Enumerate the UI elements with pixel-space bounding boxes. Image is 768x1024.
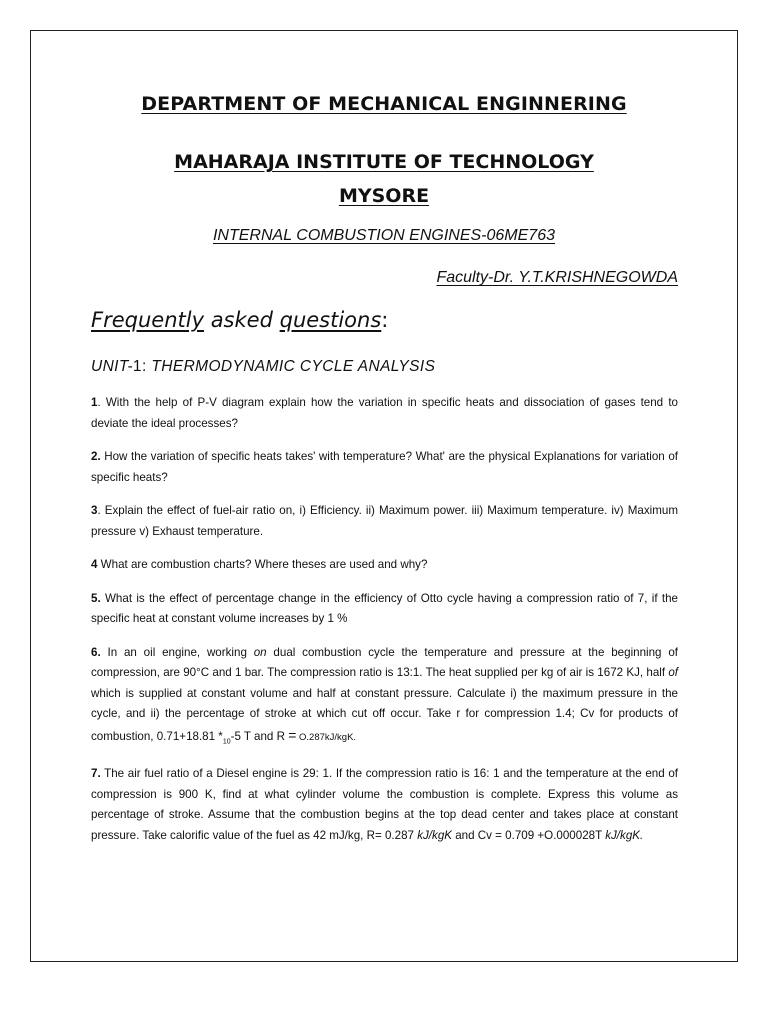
question-text-part5: O.287kJ/kgK. (296, 731, 357, 743)
question-2 (91, 447, 678, 488)
question-text-part4: -5 T and R (230, 729, 289, 743)
faq-heading (91, 308, 388, 332)
unit-colon: : (141, 358, 147, 375)
question-text-part3: which is supplied at constant volume and half at constant pressure. Calculate i) the maximum pressure in the cycle, and ii) the percentage of stroke at which cut off occur. Take r for compression 1.4; Cv for products of combustion, 0.71+18.81 * (91, 686, 678, 743)
question-6 (91, 643, 678, 753)
question-text: What are combustion charts? Where theses are used and why? (97, 558, 428, 571)
faq-colon: : (381, 308, 389, 332)
question-1 (91, 393, 678, 434)
unit-prefix: UNIT- (91, 358, 133, 375)
question-number: 1 (91, 396, 98, 409)
unit-number: 1 (132, 358, 142, 375)
question-number: 7. (91, 767, 101, 781)
question-text: . With the help of P-V diagram explain how the variation in specific heats and dissociation of gases tend to deviate the ideal processes? (91, 396, 678, 430)
faq-word-frequently: Frequently (91, 308, 204, 332)
question-text-on: on (253, 645, 267, 659)
question-7 (91, 764, 678, 846)
equals-sign: = (288, 726, 297, 743)
question-text-part1: The air fuel ratio of a Diesel engine is 29: 1. If the compression ratio is 16: 1 and the temperature at the end of compression is 900 K, find at what cylinder volume the combustion is complete. Express this volume as percentage of stroke. Assume that the combustion begins at the top dead center and takes place at constant pressure. Take calorific value of the fuel as 42 mJ/kg, R= 0.287 (91, 767, 678, 842)
unit-heading (91, 358, 435, 376)
question-3 (91, 501, 678, 542)
institute-heading (30, 145, 738, 213)
question-number: 3 (91, 504, 98, 517)
question-subscript: 10 (222, 737, 231, 745)
question-text: . Explain the effect of fuel-air ratio on, i) Efficiency. ii) Maximum power. iii) Maximum temperature. iv) Maximum pressure v) Exhaust temperature. (91, 504, 678, 538)
question-text-part2: and Cv = 0.709 +O.000028T (452, 828, 606, 842)
faq-word-questions: questions (279, 308, 382, 332)
question-unit-1: kJ/kgK (417, 828, 452, 842)
faculty-name: Faculty-Dr. Y.T.KRISHNEGOWDA (436, 269, 678, 286)
institute-name: MAHARAJA INSTITUTE OF TECHNOLOGY (174, 151, 594, 173)
question-text-of: of (668, 666, 678, 679)
faq-word-asked: asked (210, 308, 273, 332)
question-list (91, 393, 678, 857)
question-5 (91, 589, 678, 630)
unit-title: THERMODYNAMIC CYCLE ANALYSIS (151, 358, 436, 375)
question-number: 5. (91, 591, 101, 605)
question-text-part2: dual combustion cycle the temperature and pressure at the beginning of compression, are 90°C and 1 bar. The compression ratio is 13:1. The heat supplied per kg of air is 1672 KJ, half (91, 645, 678, 679)
question-number: 2. (91, 450, 101, 463)
institute-city: MYSORE (338, 185, 430, 207)
question-text: What is the effect of percentage change in the efficiency of Otto cycle having a compression ratio of 7, if the specific heat at constant volume increases by 1 % (91, 591, 678, 625)
question-unit-2: kJ/kgK. (605, 828, 644, 842)
question-number: 4 (91, 558, 98, 571)
department-heading: DEPARTMENT OF MECHANICAL ENGINNERING (141, 93, 627, 115)
question-text: How the variation of specific heats takes' with temperature? What' are the physical Explanations for variation of specific heats? (91, 450, 678, 484)
question-number: 6. (91, 645, 101, 659)
question-text-part1: In an oil engine, working (100, 645, 254, 659)
question-4 (91, 555, 678, 576)
course-title: INTERNAL COMBUSTION ENGINES-06ME763 (212, 227, 555, 244)
